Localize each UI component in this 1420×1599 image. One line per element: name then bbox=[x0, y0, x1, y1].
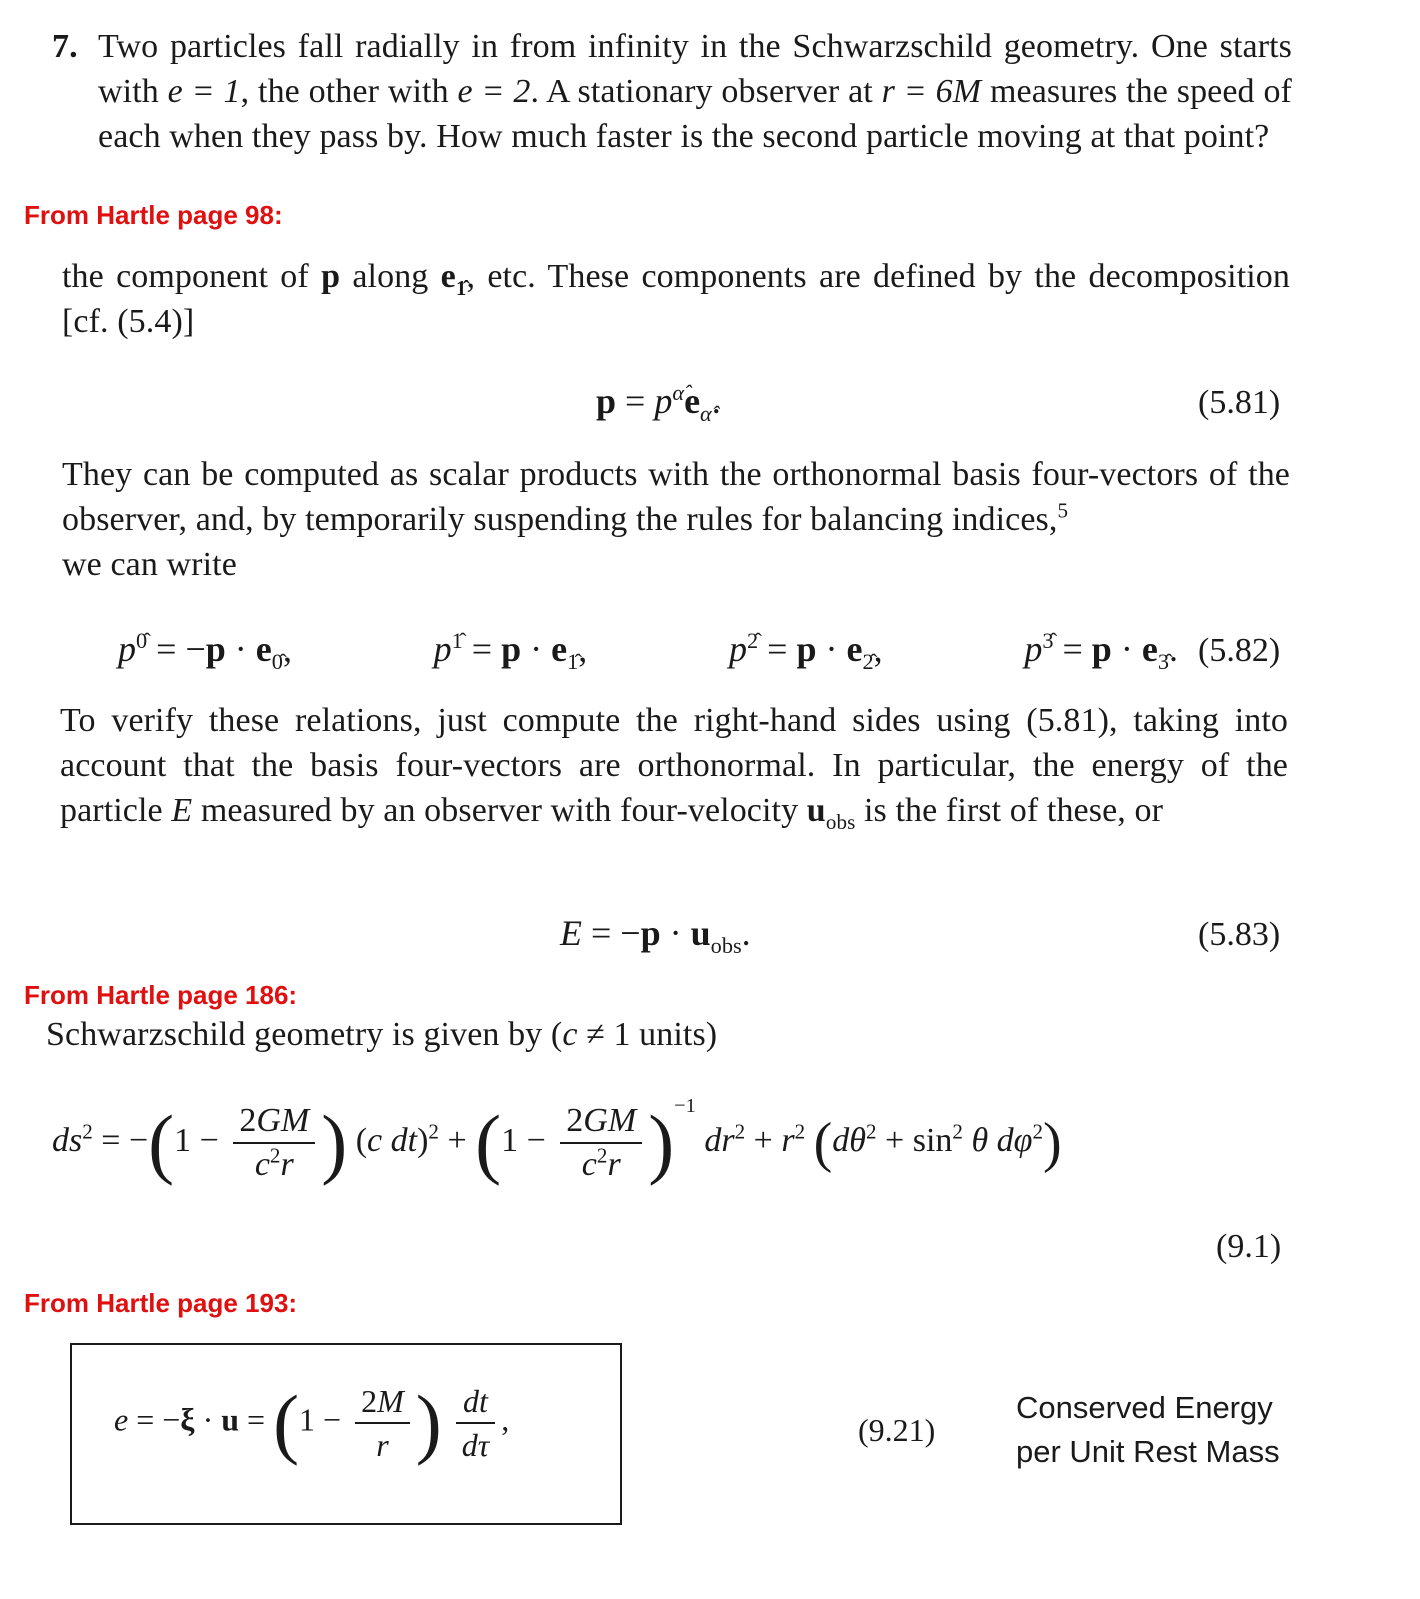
problem-statement bbox=[52, 24, 1292, 159]
hartle98-para1 bbox=[62, 254, 1290, 344]
frac-2m-r: $\frac{2M}{r}$ bbox=[355, 1380, 410, 1466]
equation-number-5-81: (5.81) bbox=[1198, 384, 1281, 421]
caption-line-2: per Unit Rest Mass bbox=[1016, 1434, 1280, 1469]
hartle186-intro bbox=[46, 1012, 717, 1057]
hartle98-para2 bbox=[62, 452, 1290, 587]
equation-number-5-83: (5.83) bbox=[1198, 916, 1281, 953]
para3-c: is the first of these, or bbox=[855, 792, 1163, 829]
caption-line-1: Conserved Energy bbox=[1016, 1390, 1273, 1425]
problem-e1: e = 1 bbox=[167, 73, 241, 110]
para3-obs: obs bbox=[825, 809, 856, 834]
problem-text bbox=[98, 24, 1292, 159]
vec-p: p bbox=[321, 258, 341, 295]
intro-b: ≠ 1 units) bbox=[577, 1016, 718, 1053]
equation-5-83: $E = -p \cdot u_{obs}$. bbox=[560, 913, 751, 959]
frac-2gm-c2r-a: $\frac{2GM}{c^2r}$ bbox=[233, 1100, 315, 1186]
frac-2gm-c2r-b: $\frac{2GM}{c^2r}$ bbox=[560, 1100, 642, 1186]
equation-number-5-82: (5.82) bbox=[1198, 632, 1281, 669]
intro-text: Schwarzschild geometry is given by ( bbox=[46, 1016, 563, 1053]
para1-c: , etc. These components are defined by the decomposition [cf. (5.4)] bbox=[62, 258, 1290, 340]
para2-text: They can be computed as scalar products with the orthonormal basis four-vectors of the observer, and, by temporarily suspending the rules for balancing indices, bbox=[62, 456, 1290, 538]
para3-a: To verify these relations, just compute the right-hand sides using (5.81), taking into account that the basis four-vectors are orthonormal. In particular, the energy of the particle bbox=[60, 702, 1288, 829]
eq-p2: $p^{2̂} = p \cdot e_{2̂}$, bbox=[728, 628, 883, 675]
problem-text-c: . A stationary observer at bbox=[530, 73, 882, 110]
eq-p1: $p^{1̂} = p \cdot e_{1̂}$, bbox=[433, 628, 588, 675]
equation-caption bbox=[1016, 1386, 1280, 1474]
para1-b: along bbox=[340, 258, 441, 295]
equation-9-1: $ds^2 = -(1$ − $\frac{2GM}{c^2r}$ ) (c dt)$^2$ + (1 − $\frac{2GM}{c^2r}$ )$^{-1}$ $dr^2 + r^2$ ($d\theta^2 + \sin^2 \theta$ $d\varphi^2$) bbox=[52, 1095, 1062, 1186]
hartle98-para3 bbox=[60, 698, 1288, 833]
equation-number-9-21: (9.21) bbox=[858, 1412, 936, 1448]
intro-c: c bbox=[562, 1016, 578, 1053]
problem-r6m: r = 6M bbox=[881, 73, 982, 110]
equation-5-82 bbox=[118, 628, 1178, 675]
eq-p3: $p^{3̂} = p \cdot e_{3̂}$. bbox=[1024, 628, 1178, 675]
equation-5-81: $p = p^{\alphâ}e_{\alphâ}$. bbox=[596, 380, 721, 427]
problem-e2: e = 2 bbox=[457, 73, 531, 110]
source-label-page-186: From Hartle page 186: bbox=[24, 980, 298, 1010]
problem-text-b: , the other with bbox=[240, 73, 458, 110]
problem-number: 7. bbox=[52, 28, 78, 65]
para1-a: the component of bbox=[62, 258, 322, 295]
source-label-page-193: From Hartle page 193: bbox=[24, 1288, 298, 1318]
eq-p0: $p^{0̂} = -p \cdot e_{0̂}$, bbox=[118, 628, 292, 675]
equation-9-21: e = −ξ · u = (1 − $\frac{2M}{r}$ ) $\frac{dt}{d\tau}$ , bbox=[114, 1379, 510, 1466]
footnote-mark: 5 bbox=[1057, 498, 1069, 523]
vec-e1hat: $e_{1̂}$ bbox=[440, 258, 467, 300]
frac-dt-dtau: $\frac{dt}{d\tau}$ bbox=[456, 1380, 495, 1466]
problem-text-d: measures the speed of each when they pass by. How much faster is the second particle moving at that point? bbox=[98, 73, 1292, 155]
para3-u: u bbox=[806, 792, 826, 829]
para3-E: E bbox=[171, 792, 193, 829]
para3-b: measured by an observer with four-velocity bbox=[192, 792, 807, 829]
source-label-page-98: From Hartle page 98: bbox=[24, 200, 283, 230]
equation-number-9-1: (9.1) bbox=[1216, 1228, 1282, 1265]
para2-end: we can write bbox=[62, 546, 237, 583]
problem-text-a: Two particles fall radially in from infinity in the Schwarzschild geometry. One starts with bbox=[98, 28, 1292, 110]
